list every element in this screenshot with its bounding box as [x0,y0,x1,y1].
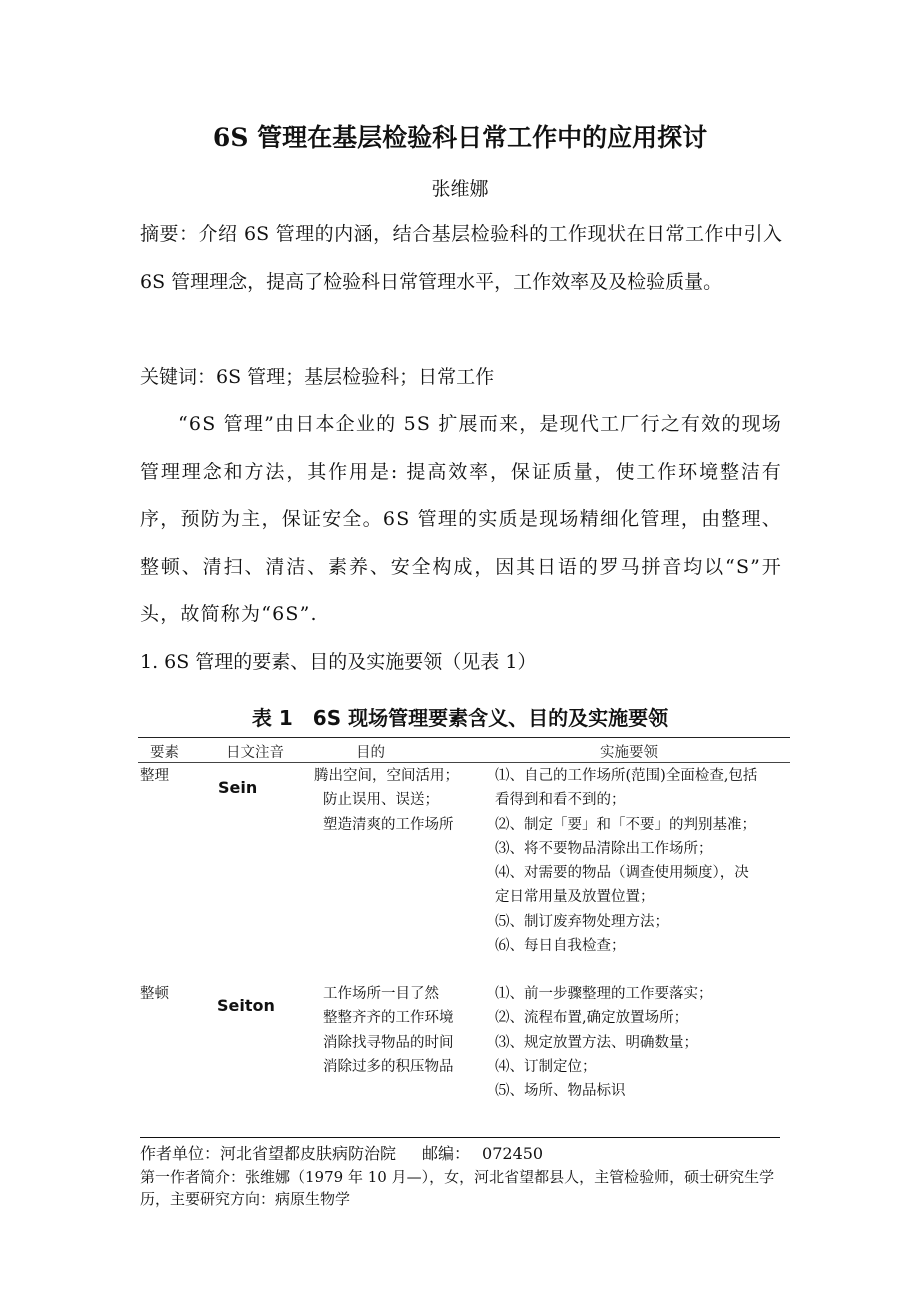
author-name: 张维娜 [431,178,489,200]
row-element: 整理 [140,768,169,784]
row-purpose [314,764,459,837]
step-line: ⑹、每日自我检查； [495,938,626,955]
purpose-line: 整整齐齐的工作环境 [323,1010,454,1027]
section-heading: 1. 6S 管理的要素、目的及实施要领（见表 1） [140,651,537,673]
table-top-rule [138,737,790,738]
row-romaji: Sein [218,778,258,797]
keywords: 关键词：6S 管理；基层检验科；日常工作 [140,366,495,388]
purpose-line: 消除过多的积压物品 [323,1058,454,1075]
author-bio: 第一作者简介：张维娜（1979 年 10 月—），女，河北省望都县人，主管检验师，硕士研究生学历，主要研究方向：病原生物学 [140,1168,775,1208]
row-element: 整顿 [140,986,169,1002]
table-caption: 表 1 6S 现场管理要素含义、目的及实施要领 [251,706,669,730]
purpose-line: 腾出空间，空间活用； [314,768,459,784]
step-line: ⑸、制订废弃物处理方法； [495,913,669,930]
author-affiliation [140,1143,800,1165]
step-line: ⑵、流程布置,确定放置场所； [495,1010,689,1027]
intro-paragraph: “6S 管理”由日本企业的 5S 扩展而来，是现代工厂行之有效的现场管理理念和方法，其作用是: 提高效率，保证质量，使工作环境整洁有序，预防为主，保证安全。6S 管理的实质是现场精细化管理，由整理、整顿、清扫、清洁、素养、安全构成，因其日语的罗马拼音均以“S”开头，故简称为“6S”. [140,413,782,625]
row-romaji: Seiton [217,996,275,1015]
abstract: 摘要：介绍 6S 管理的内涵，结合基层检验科的工作现状在日常工作中引入 6S 管理理念，提高了检验科日常管理水平，工作效率及及检验质量。 [140,223,782,293]
postcode-value: 072450 [482,1144,544,1163]
header-romaji: 日文注音 [226,745,284,761]
step-line: ⑶、规定放置方法、明确数量； [495,1034,698,1051]
purpose-line: 工作场所一目了然 [323,986,439,1002]
step-line: ⑸、场所、物品标识 [495,1083,626,1100]
step-line: ⑷、对需要的物品（调查使用频度），决 [495,865,749,882]
header-element: 要素 [150,745,179,761]
paper-title: 6S 管理在基层检验科日常工作中的应用探讨 [212,123,708,152]
footnote-divider [140,1137,780,1138]
affiliation-text: 作者单位：河北省望都皮肤病防治院 [140,1144,397,1163]
row-steps [495,982,713,1103]
step-line: 看得到和看不到的； [495,792,626,809]
step-line: ⑴、自己的工作场所(范围)全面检查,包括 [495,768,758,784]
step-line: ⑷、订制定位； [495,1058,597,1075]
step-line: ⑶、将不要物品清除出工作场所； [495,840,713,857]
purpose-line: 防止误用、误送； [323,792,439,809]
table-header-rule [138,762,790,763]
header-purpose: 目的 [356,745,385,761]
header-steps: 实施要领 [600,745,658,761]
step-line: ⑵、制定「要」和「不要」的判别基准； [495,816,756,833]
row-steps [495,764,757,958]
row-purpose [323,982,454,1079]
purpose-line: 塑造清爽的工作场所 [323,816,454,833]
purpose-line: 消除找寻物品的时间 [323,1034,454,1051]
step-line: 定日常用量及放置位置； [495,889,655,906]
postcode-label: 邮编： [422,1144,471,1163]
step-line: ⑴、前一步骤整理的工作要落实； [495,986,713,1002]
